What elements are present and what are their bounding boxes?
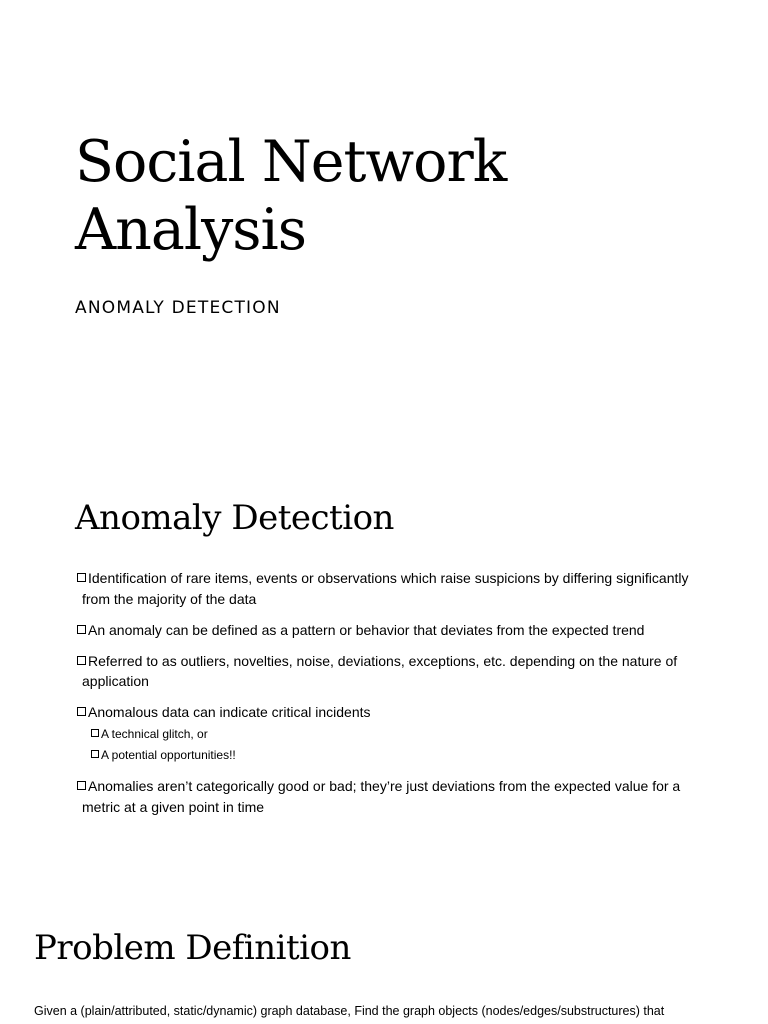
sub-bullet-item <box>91 745 717 766</box>
checkbox-bullet-icon <box>77 781 86 790</box>
title-slide <box>0 0 768 440</box>
slide-title: Problem Definition <box>34 928 351 968</box>
sub-bullet-list <box>82 724 717 766</box>
slide-body-text: Given a (plain/attributed, static/dynamic) graph database, Find the graph objects (nodes/edges/substructures) that <box>34 1004 665 1018</box>
presentation-subtitle: ANOMALY DETECTION <box>75 298 281 318</box>
bullet-text: An anomaly can be defined as a pattern or behavior that deviates from the expected trend <box>88 621 645 638</box>
checkbox-bullet-icon <box>91 750 99 758</box>
problem-definition-slide <box>0 880 768 1024</box>
anomaly-detection-slide <box>0 440 768 880</box>
bullet-text: Anomalies aren’t categorically good or bad; they’re just deviations from the expected value for a metric at a given point in time <box>82 778 681 815</box>
bullet-text: Identification of rare items, events or observations which raise suspicions by differing significantly from the majority of the data <box>82 570 689 607</box>
slide-title: Anomaly Detection <box>75 498 394 538</box>
checkbox-bullet-icon <box>77 573 86 582</box>
sub-bullet-text: A potential opportunities!! <box>101 747 236 762</box>
bullet-text: Referred to as outliers, novelties, noise, deviations, exceptions, etc. depending on the nature of application <box>82 652 678 689</box>
checkbox-bullet-icon <box>77 707 86 716</box>
presentation-title: Social Network Analysis <box>75 129 507 263</box>
bullet-item <box>77 702 717 766</box>
sub-bullet-text: A technical glitch, or <box>101 726 208 741</box>
bullet-item <box>77 568 717 609</box>
bullet-item <box>77 620 717 641</box>
checkbox-bullet-icon <box>77 625 86 634</box>
bullet-list <box>77 568 717 828</box>
bullet-item <box>77 776 717 817</box>
bullet-item <box>77 651 717 692</box>
checkbox-bullet-icon <box>77 656 86 665</box>
sub-bullet-item <box>91 724 717 745</box>
checkbox-bullet-icon <box>91 729 99 737</box>
bullet-text: Anomalous data can indicate critical incidents <box>88 704 371 720</box>
